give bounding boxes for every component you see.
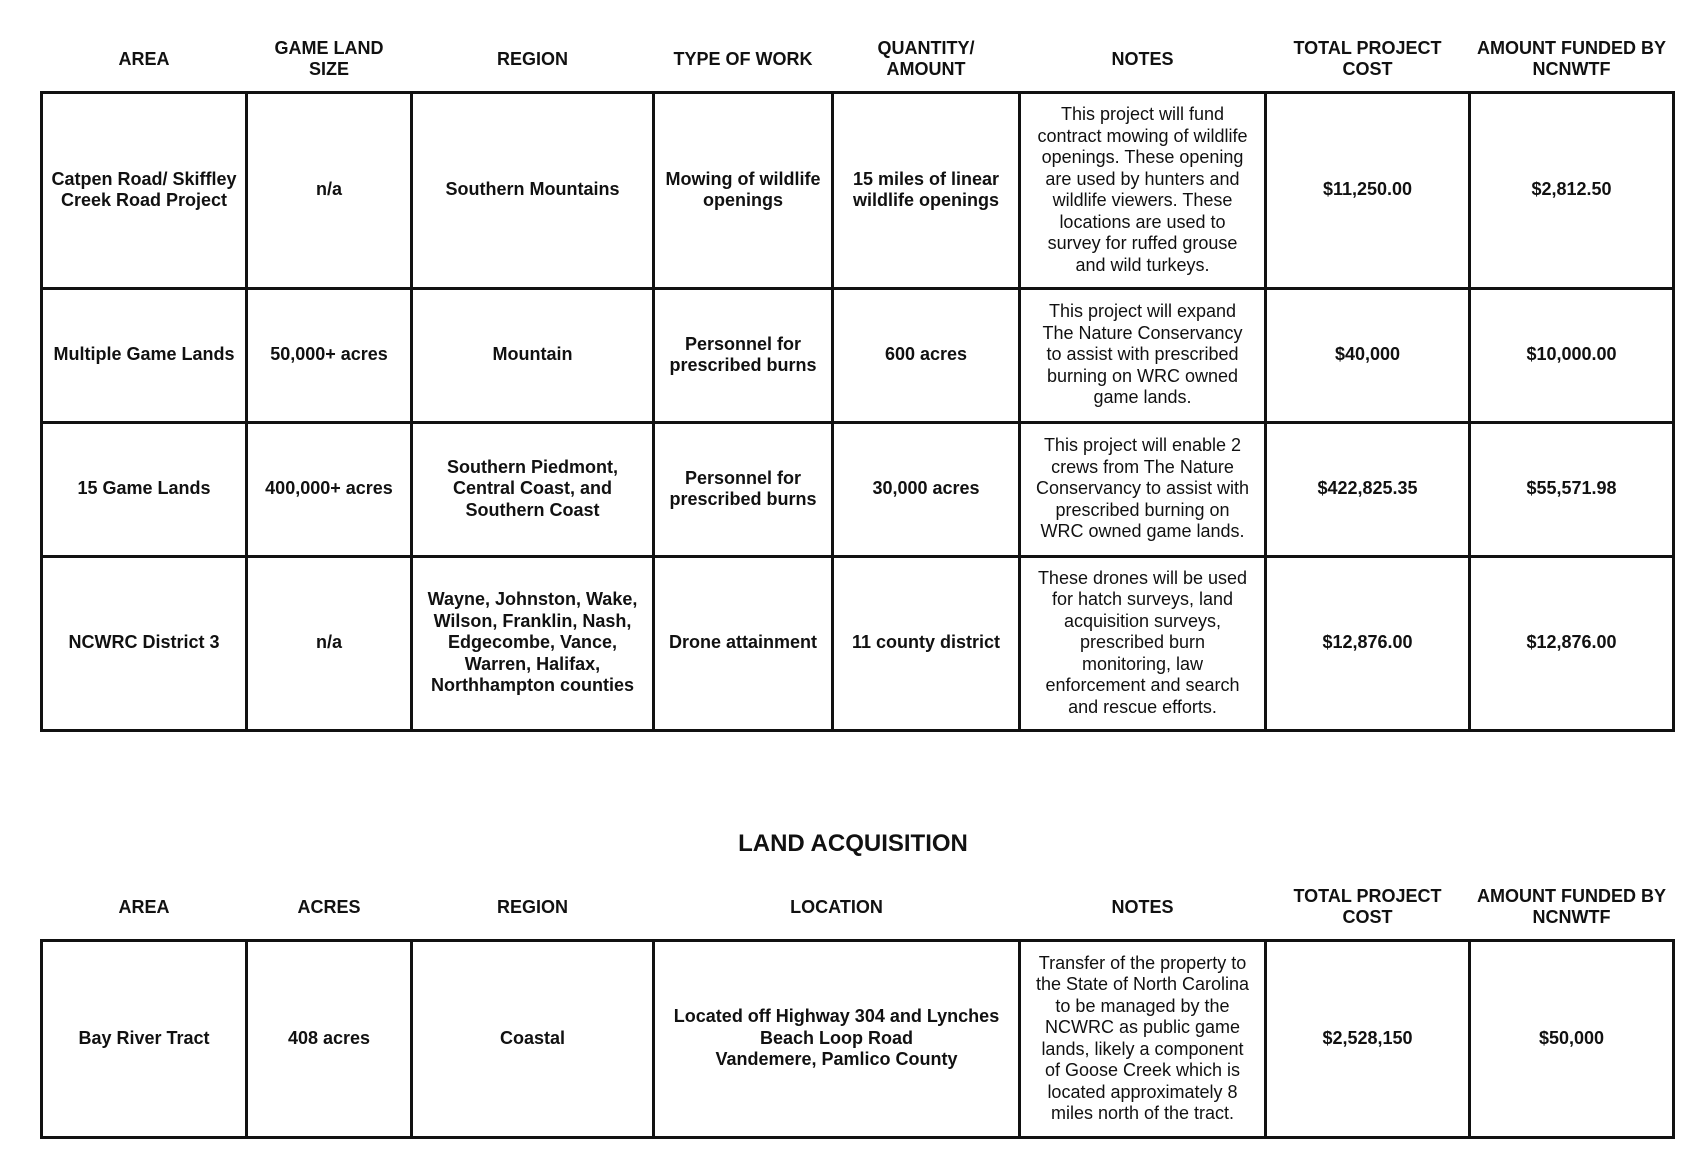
table-row [42, 288, 1674, 422]
col-header-funded: AMOUNT FUNDED BY NCNWTF [1477, 38, 1666, 80]
cell-area: NCWRC District 3 [42, 556, 247, 730]
table-row [42, 422, 1674, 556]
location-line-1: Located off Highway 304 and Lynches Beach Loop Road [673, 1006, 1000, 1048]
cell-funded: $55,571.98 [1470, 422, 1674, 556]
cell-notes: These drones will be used for hatch surveys, land acquisition surveys, prescribed burn monitoring, law enforcement and search and rescue efforts. [1020, 556, 1266, 730]
col-header-acres: ACRES [297, 896, 361, 917]
col-header-notes: NOTES [1111, 896, 1174, 917]
table-row [42, 92, 1674, 288]
header-row [42, 876, 1674, 940]
col-header-funded: AMOUNT FUNDED BY NCNWTF [1477, 886, 1666, 928]
cell-total: $40,000 [1266, 288, 1470, 422]
cell-quantity: 600 acres [833, 288, 1020, 422]
cell-notes: This project will expand The Nature Conservancy to assist with prescribed burning on WRC owned game lands. [1020, 288, 1266, 422]
location-line-2: Vandemere, Pamlico County [715, 1049, 958, 1070]
cell-region: Mountain [412, 288, 654, 422]
col-header-type: TYPE OF WORK [673, 48, 813, 69]
cell-funded: $50,000 [1470, 940, 1674, 1137]
cell-size: 50,000+ acres [247, 288, 412, 422]
cell-total: $422,825.35 [1266, 422, 1470, 556]
cell-total: $12,876.00 [1266, 556, 1470, 730]
col-header-size: GAME LAND SIZE [274, 38, 384, 80]
col-header-area: AREA [118, 896, 170, 917]
cell-notes: This project will enable 2 crews from The Nature Conservancy to assist with prescribed burning on WRC owned game lands. [1020, 422, 1266, 556]
cell-region: Coastal [412, 940, 654, 1137]
header-row [42, 28, 1674, 92]
cell-size: 400,000+ acres [247, 422, 412, 556]
table-row [42, 556, 1674, 730]
col-header-total: TOTAL PROJECT COST [1293, 38, 1442, 80]
section-title-land-acquisition: LAND ACQUISITION [738, 830, 968, 857]
cell-funded: $10,000.00 [1470, 288, 1674, 422]
cell-region: Southern Mountains [412, 92, 654, 288]
cell-acres: 408 acres [247, 940, 412, 1137]
col-header-region: REGION [496, 48, 568, 69]
cell-type: Personnel for prescribed burns [654, 422, 833, 556]
land-acquisition-table [40, 876, 1675, 1139]
cell-type: Drone attainment [654, 556, 833, 730]
cell-type: Personnel for prescribed burns [654, 288, 833, 422]
col-header-region: REGION [496, 896, 568, 917]
cell-notes: Transfer of the property to the State of North Carolina to be managed by the NCWRC as public game lands, likely a component of Goose Creek which is located approximately 8 miles north of the tract. [1020, 940, 1266, 1137]
cell-quantity: 15 miles of linear wildlife openings [833, 92, 1020, 288]
cell-size: n/a [247, 556, 412, 730]
col-header-notes: NOTES [1111, 48, 1174, 69]
cell-total: $11,250.00 [1266, 92, 1470, 288]
table-row [42, 940, 1674, 1137]
cell-notes: This project will fund contract mowing of wildlife openings. These opening are used by hunters and wildlife viewers. These locations are used to survey for ruffed grouse and wild turkeys. [1020, 92, 1266, 288]
cell-type: Mowing of wildlife openings [654, 92, 833, 288]
cell-quantity: 30,000 acres [833, 422, 1020, 556]
col-header-quantity: QUANTITY/ AMOUNT [877, 38, 975, 80]
cell-funded: $2,812.50 [1470, 92, 1674, 288]
cell-quantity: 11 county district [833, 556, 1020, 730]
cell-size: n/a [247, 92, 412, 288]
cell-total: $2,528,150 [1266, 940, 1470, 1137]
cell-location [654, 940, 1020, 1137]
cell-funded: $12,876.00 [1470, 556, 1674, 730]
cell-area: Bay River Tract [42, 940, 247, 1137]
col-header-area: AREA [118, 48, 170, 69]
cell-area: 15 Game Lands [42, 422, 247, 556]
cell-area: Catpen Road/ Skiffley Creek Road Project [42, 92, 247, 288]
col-header-location: LOCATION [790, 896, 883, 917]
projects-table [40, 28, 1675, 732]
cell-region: Southern Piedmont, Central Coast, and Southern Coast [412, 422, 654, 556]
col-header-total: TOTAL PROJECT COST [1293, 886, 1442, 928]
cell-region: Wayne, Johnston, Wake, Wilson, Franklin, Nash, Edgecombe, Vance, Warren, Halifax, Northhampton counties [412, 556, 654, 730]
cell-area: Multiple Game Lands [42, 288, 247, 422]
